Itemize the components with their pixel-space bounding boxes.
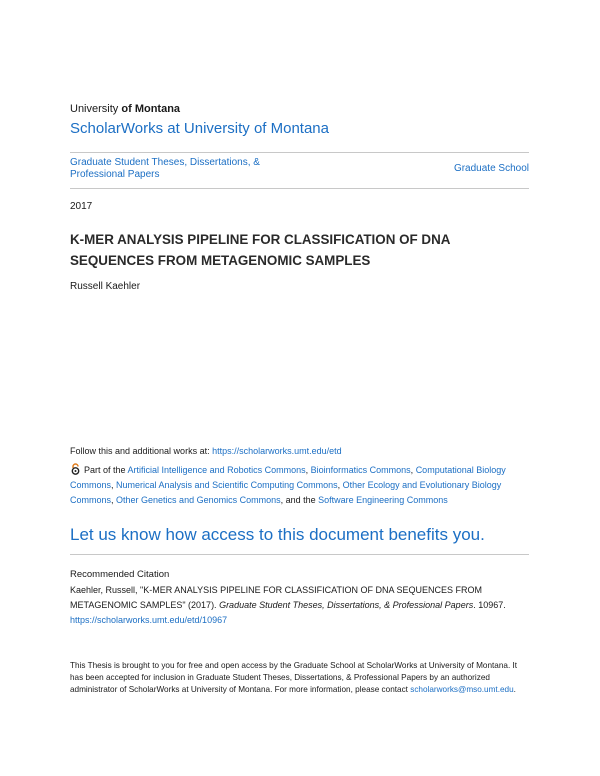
series-link[interactable]: Graduate Student Theses, Dissertations, & Professional Papers [70, 157, 260, 180]
commons-link[interactable]: Numerical Analysis and Scientific Computing Commons [116, 480, 338, 490]
citation-heading: Recommended Citation [70, 569, 170, 580]
commons-link[interactable]: Software Engineering Commons [318, 495, 448, 505]
paper-title: K-MER ANALYSIS PIPELINE FOR CLASSIFICATION OF DNA SEQUENCES FROM METAGENOMIC SAMPLES [70, 232, 451, 268]
author: Russell Kaehler [70, 281, 141, 292]
open-lock-icon [70, 463, 81, 475]
follow-line: Follow this and additional works at: https://scholarworks.umt.edu/etd [70, 446, 342, 456]
repository-link[interactable]: ScholarWorks at University of Montana [70, 120, 329, 137]
part-of-block: Part of the Artificial Intelligence and Robotics Commons, Bioinformatics Commons, Computational Biology Commons, Numerical Analysis and Scientific Computing Commons, Other Ecology and Evolutionary Biology Commons, Other Genetics and Genomics Commons, and the Software Engineering Commons [70, 465, 506, 505]
contact-email[interactable]: scholarworks@mso.umt.edu [410, 685, 514, 694]
citation-text: Kaehler, Russell, "K-MER ANALYSIS PIPELINE FOR CLASSIFICATION OF DNA SEQUENCES FROM METAGENOMIC SAMPLES" (2017). Graduate Student Theses, Dissertations, & Professional Papers. 10967. https://scholarworks.umt.edu/etd/10967 [70, 585, 506, 625]
divider [70, 188, 529, 189]
commons-link[interactable]: Other Genetics and Genomics Commons [116, 495, 281, 505]
etd-link[interactable]: https://scholarworks.umt.edu/etd [212, 446, 342, 456]
commons-link[interactable]: Computational Biology Commons [70, 465, 506, 490]
feedback-link[interactable]: Let us know how access to this document benefits you. [70, 525, 485, 544]
institution-name: University of Montana [70, 103, 181, 115]
citation-url[interactable]: https://scholarworks.umt.edu/etd/10967 [70, 615, 228, 625]
school-link[interactable]: Graduate School [453, 163, 529, 174]
commons-link[interactable]: Artificial Intelligence and Robotics Commons [127, 465, 306, 475]
divider [70, 152, 529, 153]
year: 2017 [70, 201, 93, 212]
access-notice: This Thesis is brought to you for free and open access by the Graduate School at ScholarWorks at University of Montana. It has been accepted for inclusion in Graduate Student Theses, Dissertations, & Professional Papers by an authorized administrator of ScholarWorks at University of Montana. For more information, please contact scholarworks@mso.umt.edu. [70, 661, 518, 694]
commons-link[interactable]: Other Ecology and Evolutionary Biology Commons [70, 480, 502, 505]
divider [70, 554, 529, 555]
commons-link[interactable]: Bioinformatics Commons [310, 465, 411, 475]
